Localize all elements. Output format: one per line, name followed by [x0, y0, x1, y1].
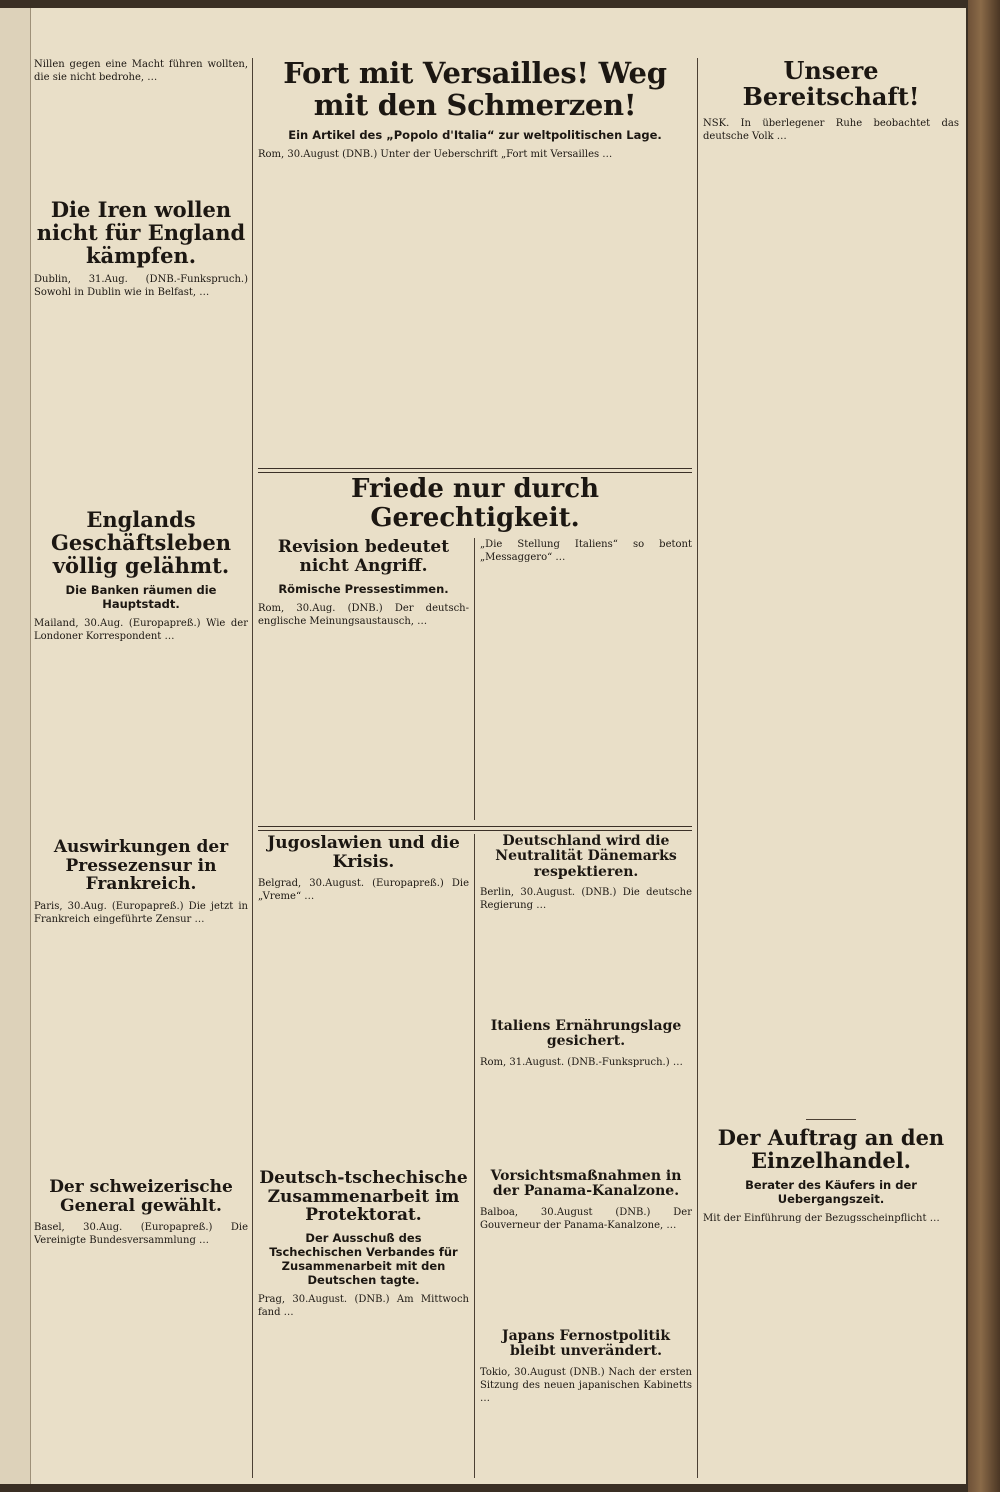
italy-food-headline: Italiens Ernährungslage gesichert. — [490, 1019, 682, 1050]
binding-spine — [968, 0, 1000, 1492]
versailles-paragraph: Rom, 30.August (DNB.) Unter der Ueberschrift „Fort mit Versailles … — [258, 148, 613, 160]
retail-subhead: Berater des Käufers in der Uebergangszeit. — [745, 1178, 917, 1207]
irish-article — [34, 198, 248, 508]
lower-centre-left-column — [258, 834, 469, 1478]
denmark-paragraph: Berlin, 30.August. (DNB.) Die deutsche Regierung … — [480, 887, 692, 912]
england-business-paragraph: Mailand, 30.Aug. (Europapreß.) Wie der Londoner Korrespondent … — [34, 618, 248, 643]
lower-centre-right-column — [480, 834, 692, 1478]
column-rule — [474, 834, 475, 1478]
denmark-headline: Deutschland wird die Neutralität Dänemarks respektieren. — [495, 834, 677, 880]
cut-column-strip — [0, 8, 31, 1484]
peace-right-column — [480, 538, 692, 820]
press-france-paragraph: Paris, 30.Aug. (Europapreß.) Die jetzt in Frankreich eingeführte Zensur … — [34, 901, 248, 926]
denmark-article — [480, 834, 692, 1019]
right-column — [703, 58, 959, 1478]
england-business-article — [34, 508, 248, 838]
yugoslavia-headline: Jugoslawien und die Krisis. — [267, 834, 460, 872]
column-rule — [252, 58, 253, 1478]
swiss-general-article — [34, 1178, 248, 1468]
protectorate-headline: Deutsch-tschechische Zusammenarbeit im Protektorat. — [259, 1169, 468, 1226]
protectorate-subhead: Der Ausschuß des Tschechischen Verbandes für Zusammenarbeit mit den Deutschen tagte. — [269, 1231, 458, 1288]
top-left-article — [34, 58, 248, 198]
revision-headline: Revision bedeutet nicht Angriff. — [277, 538, 450, 576]
section-rule — [258, 826, 692, 831]
top-left-paragraph: Nillen gegen eine Macht führen wollten, die sie nicht bedrohe, … — [34, 59, 248, 83]
panama-article — [480, 1169, 692, 1329]
readiness-article — [703, 58, 959, 1113]
irish-headline: Die Iren wollen nicht für England kämpfen. — [36, 198, 246, 269]
italy-food-paragraph: Rom, 31.August. (DNB.-Funkspruch.) … — [480, 1056, 683, 1068]
japan-paragraph: Tokio, 30.August (DNB.) Nach der ersten Sitzung des neuen japanischen Kabinetts … — [480, 1366, 692, 1404]
newspaper-page — [0, 8, 966, 1484]
readiness-paragraph: NSK. In überlegener Ruhe beobachtet das deutsche Volk … — [703, 117, 959, 142]
retail-article — [703, 1126, 959, 1476]
peace-headline: Friede nur durch Gerechtigkeit. — [351, 475, 599, 533]
irish-paragraph: Dublin, 31.Aug. (DNB.-Funkspruch.) Sowohl in Dublin wie in Belfast, … — [34, 274, 248, 299]
panama-paragraph: Balboa, 30.August (DNB.) Der Gouverneur der Panama-Kanalzone, … — [480, 1206, 692, 1231]
section-rule — [258, 468, 692, 473]
press-france-article — [34, 838, 248, 1178]
revision-paragraph: Rom, 30.Aug. (DNB.) Der deutsch-englische Meinungsaustausch, … — [258, 602, 469, 627]
versailles-headline: Fort mit Versailles! Weg mit den Schmerzen! — [283, 58, 667, 122]
press-france-headline: Auswirkungen der Pressezensur in Frankreich. — [53, 838, 229, 895]
article-divider — [806, 1119, 856, 1120]
left-column — [34, 58, 248, 1478]
yugoslavia-article — [258, 834, 469, 1169]
versailles-subhead: Ein Artikel des „Popolo d'Italia“ zur weltpolitischen Lage. — [288, 127, 662, 142]
peace-section — [258, 475, 692, 820]
swiss-general-paragraph: Basel, 30.Aug. (Europapreß.) Die Vereinigte Bundesversammlung … — [34, 1222, 248, 1247]
retail-headline: Der Auftrag an den Einzelhandel. — [717, 1126, 945, 1174]
peace-column-rule — [474, 538, 475, 820]
japan-article — [480, 1329, 692, 1478]
panama-headline: Vorsichtsmaßnahmen in der Panama-Kanalzone. — [490, 1169, 682, 1200]
protectorate-article — [258, 1169, 469, 1478]
peace-right-paragraph: „Die Stellung Italiens“ so betont „Messaggero“ … — [480, 539, 692, 564]
readiness-headline: Unsere Bereitschaft! — [742, 58, 920, 112]
revision-subhead: Römische Pressestimmen. — [278, 581, 449, 596]
peace-left-column — [258, 538, 469, 820]
versailles-article — [258, 58, 692, 463]
england-business-headline: Englands Geschäftsleben völlig gelähmt. — [51, 508, 231, 579]
swiss-general-headline: Der schweizerische General gewählt. — [49, 1178, 233, 1216]
england-business-subhead: Die Banken räumen die Hauptstadt. — [65, 583, 217, 612]
retail-paragraph: Mit der Einführung der Bezugsscheinpflicht … — [703, 1213, 940, 1225]
column-rule — [697, 58, 698, 1478]
italy-food-article — [480, 1019, 692, 1169]
japan-headline: Japans Fernostpolitik bleibt unverändert. — [501, 1329, 671, 1360]
protectorate-paragraph: Prag, 30.August. (DNB.) Am Mittwoch fand … — [258, 1294, 469, 1319]
yugoslavia-paragraph: Belgrad, 30.August. (Europapreß.) Die „Vreme“ … — [258, 878, 469, 903]
